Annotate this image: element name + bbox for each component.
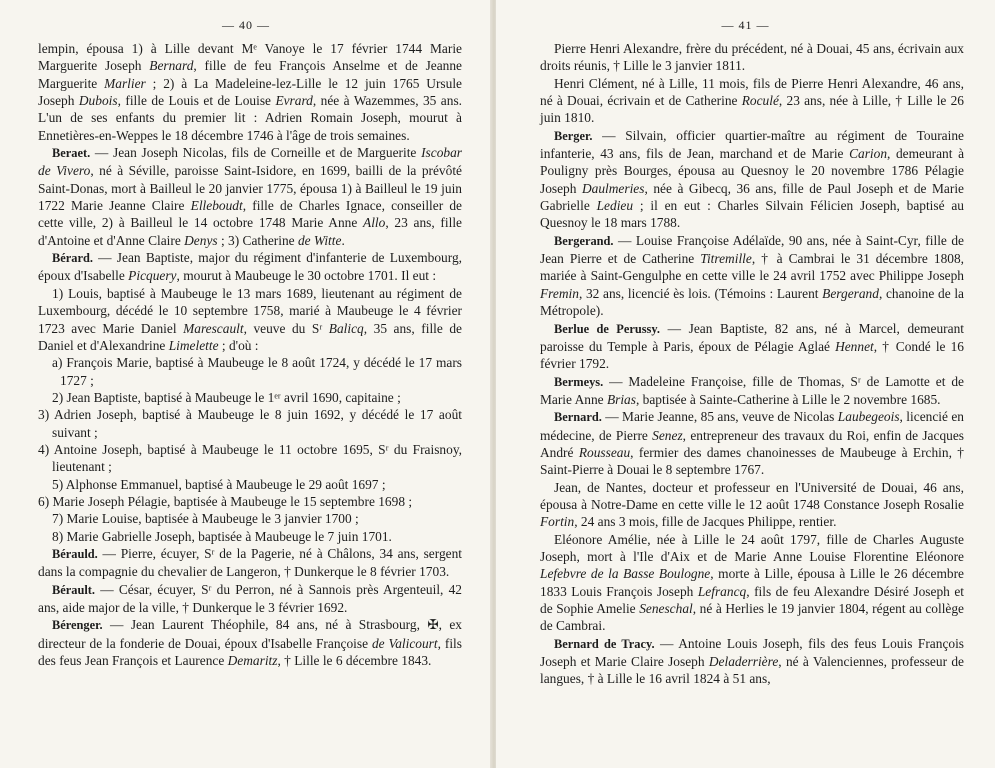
- surname: Evrard: [275, 93, 313, 109]
- entry-paragraph: [38, 389, 462, 406]
- entry-paragraph: [540, 127, 964, 232]
- right-page: [496, 0, 995, 768]
- entry-text: , veuve du Sʳ: [243, 320, 329, 336]
- entry-paragraph: [38, 545, 462, 581]
- entry-paragraph: [540, 408, 964, 478]
- entry-text: , † à Cambrai le 31 décembre 1808, mariée à Saint-Gengulphe en cette ville le 24 avril 1752 avec Philippe Joseph: [540, 251, 964, 284]
- surname: Ledieu: [596, 198, 634, 214]
- entry-text: , licencié en médecine, de Pierre: [540, 409, 964, 443]
- entry-text: lempin, épousa 1) à Lille devant Mᵉ Vanoye le 17 février 1744 Marie Marguerite Joseph: [38, 41, 462, 74]
- entry-text: Henri Clément, né à Lille, 11 mois, fils de Pierre Henri Alexandre, 46 ans, né à Douai, écrivain et de Catherine: [540, 75, 964, 109]
- entry-text: — Jean Joseph Nicolas, fils de Corneille et de Marguerite: [90, 145, 422, 161]
- entry-text: — Jean Baptiste, 82 ans, né à Marcel, demeurant paroisse du Temple à Paris, époux de Pélagie Aglaé: [540, 320, 964, 354]
- entry-paragraph: [38, 510, 462, 527]
- surname: Marlier: [104, 75, 146, 91]
- entry-text: .: [341, 232, 345, 248]
- left-page: [0, 0, 492, 768]
- entry-text: — Pierre, écuyer, Sʳ de la Pagerie, né à Châlons, 34 ans, sergent dans la compagnie du chevalier de Langeron, † Dunkerque le 8 février 1703.: [38, 545, 462, 580]
- surname: Fortin: [540, 514, 575, 530]
- entry-heading: Berlue de Perussy.: [554, 321, 660, 336]
- entry-text: 2) Jean Baptiste, baptisé à Maubeuge le 1ᵉʳ avril 1690, capitaine ;: [52, 389, 401, 405]
- entry-heading: Bérault.: [52, 582, 96, 597]
- entry-paragraph: [38, 493, 462, 510]
- entry-paragraph: [38, 616, 462, 669]
- entry-text: — Antoine Louis Joseph, fils des feus Louis François Joseph et Marie Claire Joseph: [540, 635, 965, 670]
- entry-text: , 35 ans, fille de Daniel et d'Alexandrine: [38, 320, 462, 353]
- entry-paragraph: [38, 249, 462, 285]
- entry-text: , demeurant à Pouligny près Bourges, épousa au Quesnoy le 20 novembre 1786 Pélagie Joseph: [540, 146, 965, 196]
- entry-text: Pierre Henri Alexandre, frère du précédent, né à Douai, 45 ans, écrivain aux droits réunis, † Lille le 3 janvier 1811.: [540, 41, 964, 74]
- entry-text: ; d'où :: [218, 337, 259, 353]
- entry-text: — Jean Laurent Théophile, 84 ans, né à Strasbourg, ✠, ex directeur de la fonderie de Douai, époux d'Isabelle Françoise: [38, 617, 462, 651]
- entry-text: Jean, de Nantes, docteur et professeur en l'Université de Douai, 46 ans, épousa à Notre-Dame en cette ville le 12 août 1748 Constance Joseph Rosalie: [540, 479, 964, 512]
- entry-text: 7) Marie Louise, baptisée à Maubeuge le 3 janvier 1700 ;: [52, 511, 359, 527]
- surname: Elleboudt: [190, 198, 243, 214]
- surname: de Valicourt: [371, 635, 438, 651]
- page-text: [38, 40, 462, 669]
- surname: Rousseau: [578, 444, 631, 460]
- entry-text: ; il en eut : Charles Silvain Félicien Joseph, baptisé au Quesnoy le 18 mars 1788.: [540, 198, 964, 231]
- entry-paragraph: [540, 232, 964, 320]
- entry-text: , fille de Charles Ignace, conseiller de cette ville, 2) à Bailleul le 14 octobre 1748 Marie Anne: [38, 198, 462, 231]
- entry-text: 8) Marie Gabrielle Joseph, baptisée à Maubeuge le 7 juin 1701.: [52, 528, 392, 544]
- entry-paragraph: [38, 528, 462, 545]
- entry-text: — Louise Françoise Adélaïde, 90 ans, née à Saint-Cyr, fille de Jean Pierre et de Catherine: [540, 232, 964, 267]
- entry-text: — Silvain, officier quartier-maître au régiment de Touraine infanterie, 43 ans, fils de Jean, marchand et de Marie: [540, 127, 964, 162]
- entry-paragraph: [540, 75, 964, 127]
- surname: Seneschal: [639, 601, 693, 616]
- entry-heading: Bermeys.: [554, 374, 604, 389]
- surname: Iscobar de Vivero: [38, 145, 462, 179]
- entry-text: , entrepreneur des travaux du Roi, enfin de Jacques André: [540, 427, 964, 460]
- entry-heading: Bérenger.: [52, 618, 103, 633]
- entry-text: 3) Adrien Joseph, baptisé à Maubeuge le 8 juin 1692, y décédé le 17 août suivant ;: [38, 407, 462, 440]
- entry-text: 1) Louis, baptisé à Maubeuge le 13 mars 1689, lieutenant au régiment de Luxembourg, décédé le 10 septembre 1758, marié à Maubeuge le 4 février 1723 avec Marie Daniel: [38, 285, 462, 336]
- surname: Lefrancq: [697, 583, 747, 599]
- surname: Hennet: [835, 338, 874, 354]
- page-text: [540, 40, 964, 688]
- surname: Picquery: [128, 268, 177, 284]
- entry-text: 5) Alphonse Emmanuel, baptisé à Maubeuge le 29 août 1697 ;: [52, 476, 386, 492]
- entry-text: Eléonore Amélie, née à Lille le 24 août 1797, fille de Charles Auguste Joseph, mort à l'Ile d'Aix et de Marie Anne Louise Florentine Eléonore: [540, 531, 964, 564]
- entry-paragraph: [540, 635, 964, 688]
- entry-text: — César, écuyer, Sʳ du Perron, né à Sannois près Argenteuil, 42 ans, aide major de la ville, † Dunkerque le 3 février 1692.: [38, 581, 462, 615]
- entry-paragraph: [540, 479, 964, 531]
- entry-paragraph: [38, 40, 462, 144]
- surname: Fremin: [540, 285, 579, 301]
- surname: Marescault: [183, 320, 244, 336]
- entry-paragraph: [540, 320, 964, 373]
- entry-text: , née à Wazemmes, 35 ans. L'un de ses enfants du premier lit : Adrien Romain Joseph, mourut à Ennetières-en-Weppes le 18 décembre 1746 à l'âge de trois semaines.: [38, 93, 463, 143]
- entry-paragraph: [540, 531, 964, 635]
- entry-heading: Bérard.: [52, 251, 93, 266]
- entry-paragraph: [38, 144, 462, 249]
- surname: Laubegeois: [837, 409, 900, 425]
- entry-text: , fils des feus Jean François et Laurence: [38, 635, 462, 669]
- surname: Bernard: [149, 58, 194, 74]
- entry-text: , fille de feu François Anselme et de Jeanne Marguerite: [38, 58, 462, 91]
- entry-text: ; 2) à La Madeleine-lez-Lille le 12 juin 1765 Ursule Joseph: [38, 75, 462, 109]
- surname: de Witte: [297, 232, 342, 248]
- surname: Senez: [652, 427, 683, 443]
- entry-text: 4) Antoine Joseph, baptisé à Maubeuge le 11 octobre 1695, Sʳ du Fraisnoy, lieutenant ;: [38, 441, 462, 475]
- entry-text: , † Condé le 16 février 1792.: [540, 338, 964, 372]
- surname: Allo: [363, 215, 386, 231]
- surname: Brias: [606, 391, 636, 407]
- entry-text: , fermier des dames chanoinesses de Maubeuge à Erchin, † Saint-Pierre à Douai le 8 septembre 1767.: [540, 444, 965, 478]
- surname: Deladerrière: [708, 654, 779, 670]
- entry-heading: Bergerand.: [554, 233, 614, 248]
- entry-text: , 32 ans, licencié ès lois. (Témoins : Laurent: [578, 285, 823, 301]
- entry-paragraph: [38, 581, 462, 617]
- entry-paragraph: [38, 406, 462, 441]
- entry-text: , morte à Lille, épousa à Lille le 26 décembre 1833 Louis François Joseph: [540, 566, 964, 599]
- page-number: — 40 —: [222, 18, 270, 32]
- entry-text: — Jean Baptiste, major du régiment d'infanterie de Luxembourg, époux d'Isabelle: [38, 250, 462, 284]
- page-number: — 41 —: [721, 18, 770, 32]
- entry-text: a) François Marie, baptisé à Maubeuge le 8 août 1724, y décédé le 17 mars 1727 ;: [52, 355, 462, 388]
- entry-text: 6) Marie Joseph Pélagie, baptisée à Maubeuge le 15 septembre 1698 ;: [38, 493, 413, 509]
- entry-text: , fille de Louis et de Louise: [117, 93, 276, 109]
- entry-text: , née à Gibecq, 36 ans, fille de Paul Joseph et de Marie Gabrielle: [540, 180, 964, 214]
- entry-text: , mourut à Maubeuge le 30 octobre 1701. Il eut :: [176, 268, 437, 284]
- entry-text: , 23 ans, fille d'Antoine et d'Anne Claire: [38, 215, 462, 248]
- entry-text: , baptisée à Sainte-Catherine à Lille le 2 novembre 1685.: [635, 391, 941, 407]
- entry-heading: Berger.: [554, 128, 593, 143]
- entry-text: , 23 ans, née à Lille, † Lille le 26 juin 1810.: [540, 93, 964, 126]
- surname: Lefebvre de la Basse Boulogne: [540, 566, 711, 582]
- entry-heading: Bérauld.: [52, 546, 98, 561]
- surname: Bergerand: [822, 285, 879, 301]
- surname: Limelette: [168, 337, 219, 353]
- entry-text: — Marie Jeanne, 85 ans, veuve de Nicolas: [601, 409, 838, 425]
- entry-paragraph: [540, 40, 964, 75]
- entry-text: , né à Herlies le 19 janvier 1804, régent au collège de Cambrai.: [540, 601, 964, 634]
- surname: Carion: [849, 146, 888, 162]
- surname: Balicq: [328, 320, 364, 336]
- surname: Titremille: [700, 251, 752, 267]
- surname: Denys: [184, 232, 218, 248]
- entry-paragraph: [38, 354, 462, 389]
- entry-paragraph: [38, 285, 462, 354]
- entry-text: — Madeleine Françoise, fille de Thomas, Sʳ de Lamotte et de Marie Anne: [540, 373, 964, 407]
- entry-heading: Bernard de Tracy.: [554, 636, 655, 651]
- surname: Daulmeries: [581, 180, 645, 196]
- entry-text: , chanoine de la Métropole).: [540, 285, 964, 319]
- entry-heading: Bernard.: [554, 410, 602, 425]
- entry-text: , né à Valenciennes, professeur de langues, † à Lille le 16 avril 1824 à 51 ans,: [540, 654, 964, 687]
- entry-paragraph: [540, 373, 964, 409]
- entry-text: , né à Séville, paroisse Saint-Isidore, en 1699, bailli de la prévôté Saint-Donas, mort à Bailleul le 20 janvier 1775, épousa 1) à Bailleul le 19 juin 1722 Marie Jeanne Claire: [38, 163, 462, 214]
- surname: Demaritz: [227, 653, 278, 669]
- entry-paragraph: [38, 441, 462, 476]
- entry-text: , 24 ans 3 mois, fille de Jacques Philippe, rentier.: [574, 514, 837, 530]
- entry-text: , fils de feu Alexandre Désiré Joseph et de Sophie Amelie: [540, 583, 965, 616]
- entry-heading: Beraet.: [52, 146, 91, 161]
- entry-text: , † Lille le 6 décembre 1843.: [277, 653, 432, 669]
- surname: Dubois: [78, 93, 118, 109]
- entry-text: ; 3) Catherine: [217, 232, 298, 248]
- entry-paragraph: [38, 476, 462, 493]
- surname: Roculé: [741, 93, 779, 109]
